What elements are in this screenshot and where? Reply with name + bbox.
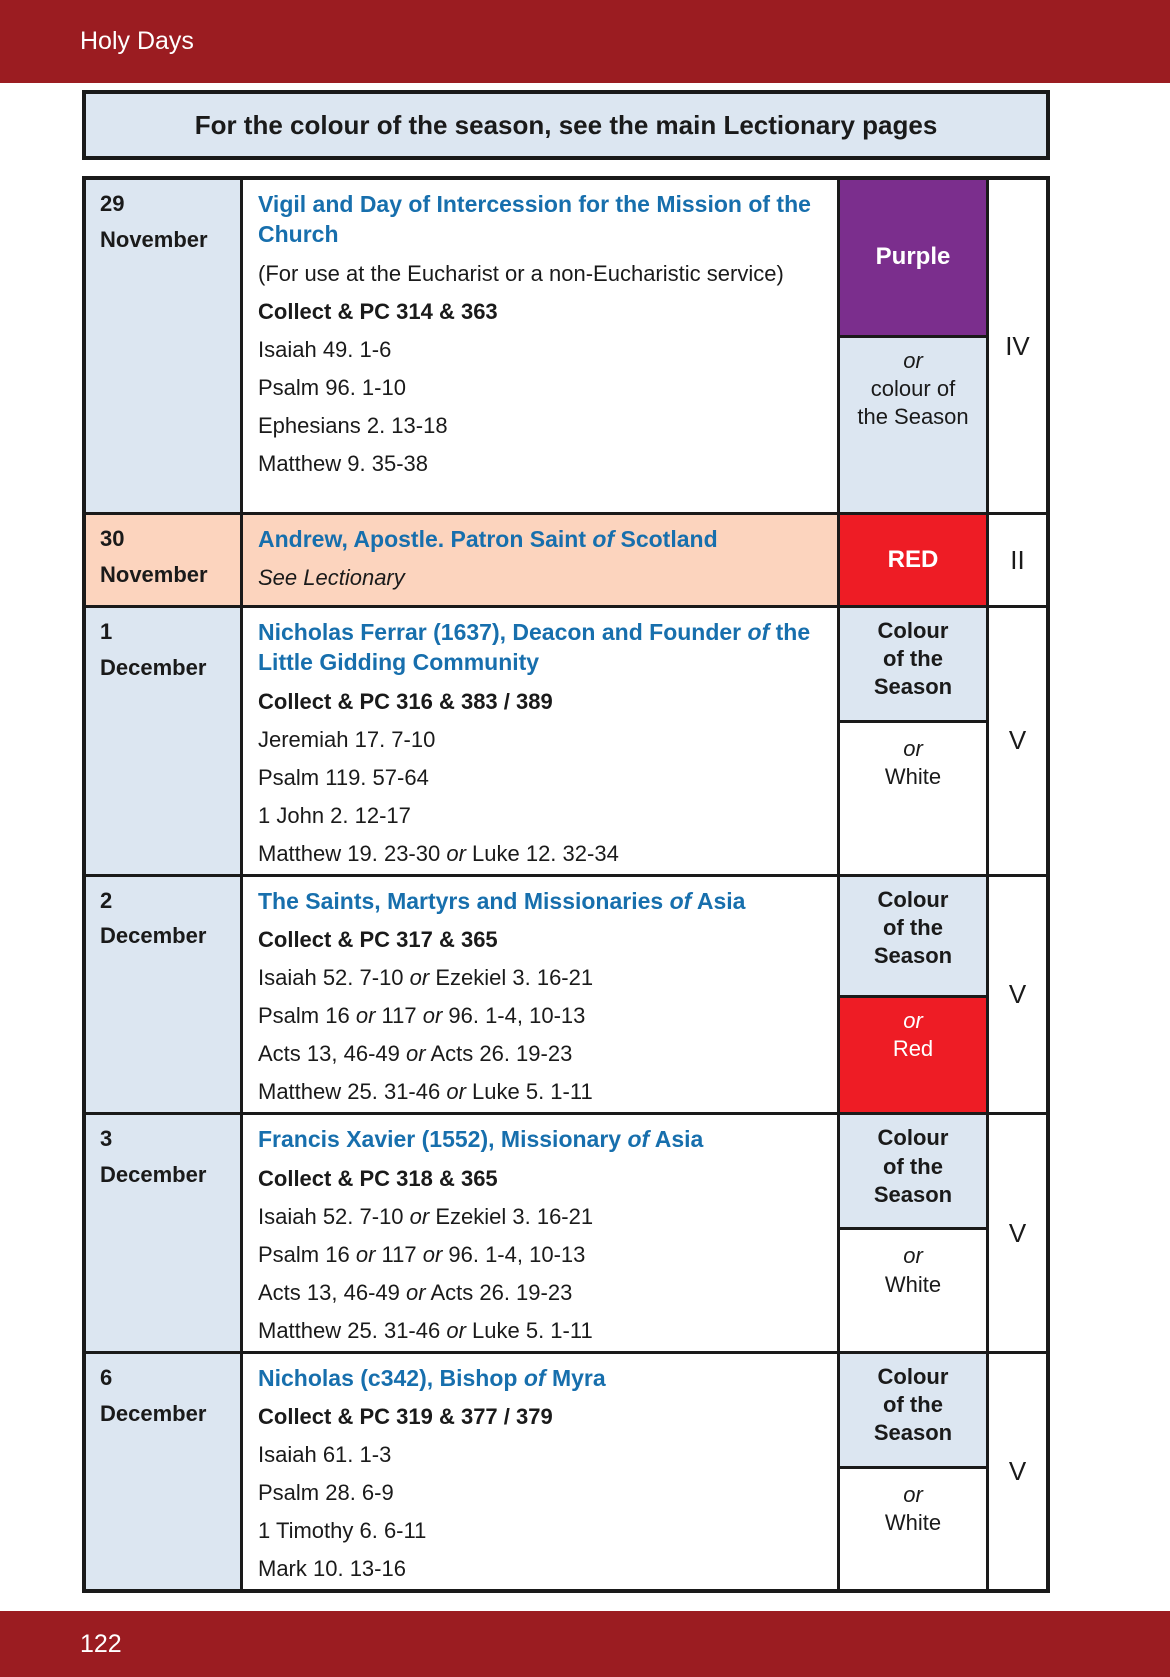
text-part: Isaiah 61. 1-3 [258,1442,392,1468]
text-part: Colour [877,886,949,912]
table-row [86,877,1046,1116]
text-part: of [592,526,615,552]
collect-reference: Collect & PC 319 & 377 / 379 [258,1404,553,1430]
text-part: of [747,619,770,645]
reading-line [258,1554,823,1583]
feast-title [258,886,823,916]
date-cell [86,1354,243,1590]
text-part: Ezekiel 3. 16-21 [429,1203,594,1229]
text-part: or [446,840,466,866]
table-row [86,608,1046,877]
feast-title [258,524,823,554]
text-part: Nicholas (c342), Bishop [258,1364,524,1391]
text-part: Psalm 28. 6-9 [258,1480,394,1506]
text-part: Colour [877,1363,949,1389]
colour-block [840,180,986,335]
feast-cell [243,1115,837,1351]
reading-line [258,801,823,830]
text-part: Matthew 25. 31-46 [258,1317,447,1343]
colour-cell [837,1354,989,1590]
text-part: of [627,1126,650,1153]
reading-line [258,1039,823,1068]
colour-block-line [883,914,943,942]
colour-block-line [903,1242,923,1270]
feast-note [258,563,823,592]
colour-block-line [883,645,943,673]
text-part: or [903,1007,923,1033]
colour-block-line [878,886,949,914]
text-part: of the [883,1392,943,1418]
text-part: Isaiah 49. 1-6 [258,336,392,362]
text-part: or [355,1241,376,1267]
colour-block-line [874,673,952,701]
text-part: Season [873,1420,953,1446]
text-part: or [446,1317,466,1343]
date-day: 2 [100,887,113,913]
text-part: or [446,1079,466,1105]
feast-title [258,189,823,250]
colour-cell [837,608,989,874]
text-part: Psalm 16 [258,1003,356,1029]
text-part: Purple [875,243,951,271]
text-part: of [523,1364,546,1391]
colour-block-line [874,1181,952,1209]
text-part: or [903,348,923,373]
feast-note [258,259,823,288]
feast-title [258,1124,823,1154]
season-colour-banner-text: For the colour of the season, see the main Lectionary pages [194,109,938,140]
date-month: November [100,561,208,587]
text-part: Matthew 9. 35-38 [258,450,428,476]
text-part: 117 [375,1241,423,1267]
colour-cell [837,180,989,512]
colour-block-line [883,1391,943,1419]
colour-block [840,608,986,720]
text-part: Acts 13, 46-49 [258,1279,406,1305]
text-part: or [422,1003,443,1029]
table-row [86,180,1046,515]
text-part: Luke 12. 32-34 [465,840,619,866]
text-part: 1 Timothy 6. 6-11 [258,1518,427,1544]
reading-line [258,725,823,754]
text-part: Luke 5. 1-11 [465,1079,593,1105]
text-part: Jeremiah 17. 7-10 [258,726,436,752]
page-number: 122 [80,1629,122,1658]
text-part: Psalm 96. 1-10 [258,374,406,400]
feast-title [258,617,823,678]
text-part: Nicholas Ferrar (1637), Deacon and Founder [258,619,748,645]
colour-block [840,720,986,874]
colour-block-line [885,763,941,791]
class-numeral: IV [1005,330,1030,361]
colour-block [840,1466,986,1590]
colour-block-line [903,1007,923,1035]
colour-block-line [893,1035,933,1063]
text-part: RED [887,545,939,573]
reading-line [258,335,823,364]
reading-line [258,1077,823,1106]
date-month: December [100,654,207,680]
text-part: or [903,736,923,761]
text-part: or [903,1481,923,1507]
text-part: Luke 5. 1-11 [465,1317,593,1343]
colour-block [840,515,986,605]
date-cell [86,608,243,874]
text-part: Matthew 25. 31-46 [258,1079,447,1105]
colour-block-line [903,735,923,763]
text-part: Ezekiel 3. 16-21 [429,965,594,991]
class-numeral-cell [989,608,1046,874]
colour-block-line [857,403,968,431]
text-part: (For use at the Eucharist or a non-Eucharistic service) [258,260,784,286]
class-numeral-cell [989,1115,1046,1351]
class-numeral-cell [989,515,1046,605]
text-part: of the [883,915,943,941]
text-part: Isaiah 52. 7-10 [258,1203,410,1229]
feast-cell [243,1354,837,1590]
text-part: 1 John 2. 12-17 [258,802,411,828]
reading-line [258,1478,823,1507]
text-part: Andrew, Apostle. Patron Saint [258,526,593,552]
colour-block-line [888,545,939,576]
collect-reference: Collect & PC 314 & 363 [258,298,498,324]
reading-line [258,963,823,992]
colour-block [840,1354,986,1466]
text-part: of the [883,646,943,672]
text-part: White [884,1271,942,1297]
text-part: Acts 13, 46-49 [258,1041,406,1067]
text-part: Colour [877,1125,949,1151]
text-part: Vigil and Day of Intercession for the Mission of the Church [258,191,811,248]
text-part: Asia [649,1126,704,1153]
text-part: of [669,887,692,914]
text-part: Isaiah 52. 7-10 [258,965,410,991]
feast-cell [243,180,837,512]
colour-block-line [903,347,923,375]
collect-reference: Collect & PC 317 & 365 [258,927,498,953]
text-part: Acts 26. 19-23 [425,1279,573,1305]
date-day: 29 [100,191,125,216]
season-colour-banner [82,90,1050,160]
colour-block-line [871,375,955,403]
text-part: Season [873,1181,953,1207]
text-part: or [405,1279,426,1305]
colour-cell [837,877,989,1113]
text-part: or [355,1003,376,1029]
text-part: The Saints, Martyrs and Missionaries [258,887,670,914]
date-month: November [100,226,208,252]
colour-block [840,1227,986,1351]
text-part: Asia [691,887,746,914]
text-part: or [422,1241,443,1267]
date-cell [86,1115,243,1351]
colour-block-line [874,1419,952,1447]
reading-line [258,449,823,478]
reading-line [258,839,823,868]
class-numeral: V [1008,725,1027,756]
table-row [86,1354,1046,1590]
date-cell [86,180,243,512]
date-day: 3 [100,1126,113,1152]
page-footer-bar [0,1611,1170,1677]
colour-cell [837,515,989,605]
colour-block [840,335,986,512]
page-header-bar [0,0,1170,83]
class-numeral: V [1008,1217,1027,1248]
colour-cell [837,1115,989,1351]
date-day: 30 [100,526,125,551]
collect-reference: Collect & PC 318 & 365 [258,1165,498,1191]
feast-cell [243,877,837,1113]
text-part: or [405,1041,426,1067]
reading-line [258,1278,823,1307]
class-numeral: V [1008,979,1027,1010]
text-part: or [409,1203,430,1229]
date-month: December [100,923,207,949]
class-numeral: II [1010,544,1025,575]
text-part: Scotland [614,526,718,552]
class-numeral-cell [989,1354,1046,1590]
text-part: Season [873,943,953,969]
text-part: Acts 26. 19-23 [425,1041,573,1067]
reading-line [258,1440,823,1469]
text-part: Matthew 19. 23-30 [258,840,447,866]
colour-block [840,1115,986,1227]
colour-block [840,995,986,1113]
text-part: of the [883,1153,943,1179]
feast-cell [243,515,837,605]
text-part: Ephesians 2. 13-18 [258,412,448,438]
date-day: 1 [100,619,113,644]
text-part: or [409,965,430,991]
feast-cell [243,608,837,874]
date-month: December [100,1400,207,1426]
class-numeral-cell [989,180,1046,512]
colour-block-line [878,617,949,645]
colour-block-line [878,1363,949,1391]
reading-line [258,411,823,440]
colour-block-line [885,1509,941,1537]
text-part: Mark 10. 13-16 [258,1556,406,1582]
text-part: Psalm 119. 57-64 [258,764,429,790]
colour-block-line [883,1153,943,1181]
date-month: December [100,1161,207,1187]
colour-block-line [878,1124,949,1152]
colour-block-line [885,1271,941,1299]
reading-line [258,1001,823,1030]
class-numeral-cell [989,877,1046,1113]
text-part: White [884,1510,942,1536]
reading-line [258,373,823,402]
collect-reference: Collect & PC 316 & 383 / 389 [258,688,553,714]
feast-title [258,1363,823,1393]
table-row [86,515,1046,608]
reading-line [258,1316,823,1345]
holy-days-table [82,176,1050,1593]
colour-block-line [876,242,951,273]
text-part: Red [892,1036,934,1062]
text-part: colour of [870,376,956,402]
text-part: 96. 1-4, 10-13 [442,1003,586,1029]
text-part: or [903,1243,923,1269]
date-day: 6 [100,1364,113,1390]
text-part: 96. 1-4, 10-13 [442,1241,586,1267]
reading-line [258,1240,823,1269]
reading-line [258,1516,823,1545]
text-part: Psalm 16 [258,1241,356,1267]
text-part: 117 [375,1003,423,1029]
text-part: Season [873,674,953,700]
text-part: White [884,764,942,790]
colour-block-line [903,1481,923,1509]
text-part: Colour [877,618,949,643]
text-part: the Season [857,404,969,430]
reading-line [258,763,823,792]
colour-block-line [874,942,952,970]
text-part: the Little Gidding Community [258,619,811,676]
text-part: Myra [545,1364,606,1391]
page-title: Holy Days [80,27,194,55]
date-cell [86,877,243,1113]
reading-line [258,1202,823,1231]
date-cell [86,515,243,605]
text-part: Francis Xavier (1552), Missionary [258,1126,628,1153]
text-part: See Lectionary [258,565,405,591]
colour-block [840,877,986,995]
table-row [86,1115,1046,1354]
class-numeral: V [1008,1456,1027,1487]
